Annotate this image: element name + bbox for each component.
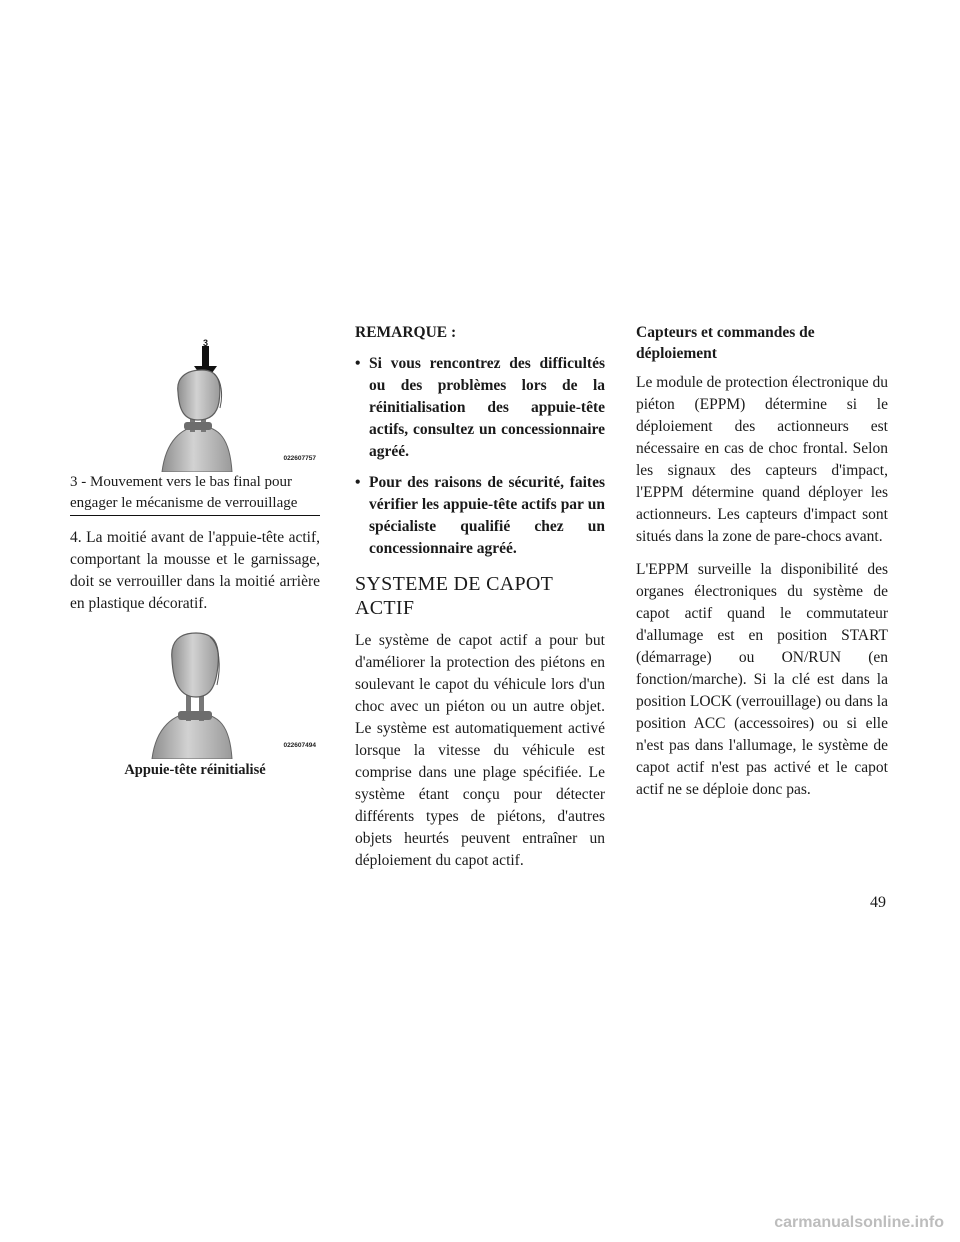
figure-caption: 3 - Mouvement vers le bas final pour engager le mécanisme de verrouillage: [70, 472, 320, 516]
section-heading: SYSTEME DE CAPOT ACTIF: [355, 573, 553, 619]
figure-caption: Appuie-tête réinitialisé: [124, 762, 266, 778]
headrest-figure-final-movement: [70, 322, 320, 472]
figure-code: 022607494: [283, 742, 316, 749]
bullet-text: Pour des raisons de sécurité, faites vérifier les appuie-tête actifs par un spécialiste qualifié chez un concessionnaire agréé.: [369, 474, 605, 557]
left-column: [70, 322, 320, 781]
right-column: [636, 322, 888, 801]
section-paragraph: Le système de capot actif a pour but d'améliorer la protection des piétons en soulevant le capot du véhicule lors d'un choc avec un piéton ou un autre objet. Le système est automatiquement activé lorsque la vitesse du véhicule est comprise dans une plage spécifiée. Le système étant conçu pour détecter différents types de piétons, d'autres objets heurtés peuvent entraîner un déploiement du capot actif.: [355, 632, 605, 869]
paragraph-eppm-monitoring: L'EPPM surveille la disponibilité des organes électroniques du système de capot actif quand le commutateur d'allumage est en position START (démarrage) ou ON/RUN (en fonction/marche). Si la clé est dans la position LOCK (verrouillage) ou dans la position ACC (accessoires) ou si elle n'est pas dans l'allumage, le système de capot actif n'est pas activé et le capot actif ne se déploie donc pas.: [636, 561, 888, 798]
middle-column: [355, 322, 605, 872]
note-bullet: [355, 472, 605, 560]
note-bullet: [355, 353, 605, 463]
bullet-text: Si vous rencontrez des difficultés ou des problèmes lors de la réinitialisation des appuie-tête actifs, consultez un concessionnaire agréé.: [369, 355, 605, 460]
subsection-heading: Capteurs et commandes de déploiement: [636, 324, 815, 362]
headrest-figure-reset: [70, 627, 320, 759]
paragraph-eppm-deployment: Le module de protection électronique du piéton (EPPM) détermine si le déploiement des actionneurs est nécessaire en cas de choc frontal. Selon les signaux des capteurs d'impact, l'EPPM détermine quand déployer les actionneurs. Les capteurs d'impact sont situés dans la zone de pare-chocs avant.: [636, 374, 888, 545]
arrow-callout-number: 3: [203, 338, 209, 348]
step-4-paragraph: 4. La moitié avant de l'appuie-tête actif, comportant la mousse et le garnissage, doit se verrouiller dans la moitié arrière en plastique décoratif.: [70, 529, 320, 612]
figure-code: 022607757: [283, 455, 316, 462]
bullet-icon: •: [355, 474, 361, 491]
bullet-icon: •: [355, 355, 361, 372]
page-number: 49: [870, 894, 886, 911]
note-label: REMARQUE :: [355, 324, 457, 341]
watermark-text: carmanualsonline.info: [774, 1214, 944, 1231]
